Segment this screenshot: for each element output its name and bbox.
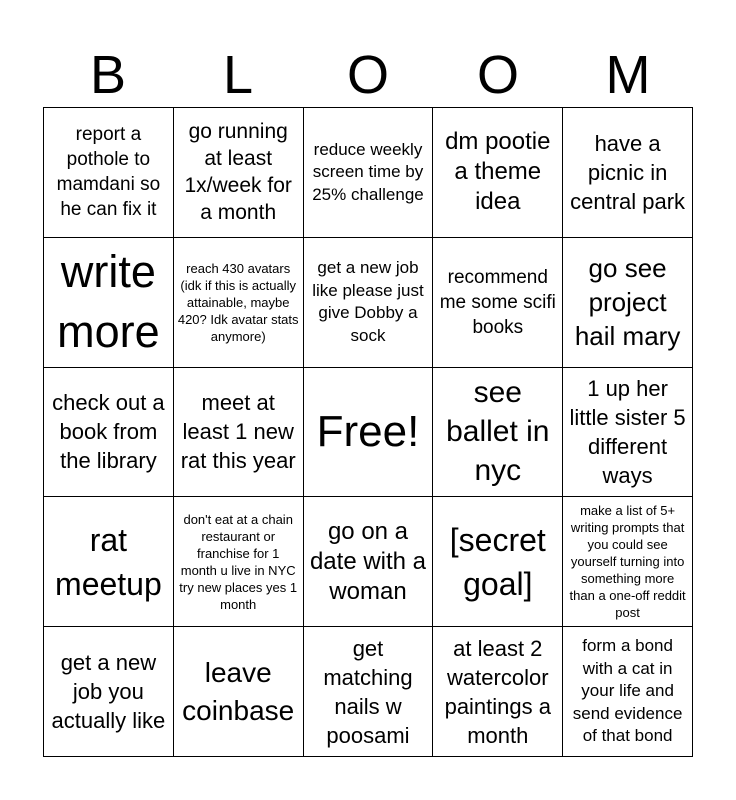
cell-text: make a list of 5+ writing prompts that you could see yourself turning into something more than a one-off reddit post xyxy=(569,503,686,621)
cell-text: 1 up her little sister 5 different ways xyxy=(569,375,686,488)
cell-text: Free! xyxy=(316,406,420,456)
cell-text: go running at least 1x/week for a month xyxy=(184,120,292,225)
header-letter-o: O xyxy=(346,45,389,105)
cell-text: [secret goal] xyxy=(449,521,546,602)
bingo-cell[interactable] xyxy=(433,627,563,757)
cell-text: form a bond with a cat in your life and send evidence of that bond xyxy=(572,636,683,746)
cell-text: recommend me some scifi books xyxy=(439,266,556,338)
cell-text: rat meetup xyxy=(55,521,162,602)
bingo-card xyxy=(43,107,693,757)
cell-text: meet at least 1 new rat this year xyxy=(180,390,296,474)
header-letter-m: M xyxy=(605,45,651,105)
bingo-cell[interactable] xyxy=(174,368,304,498)
cell-text: report a pothole to mamdani so he can fix it xyxy=(56,124,161,221)
cell-text: at least 2 watercolor paintings a month xyxy=(444,635,551,748)
bingo-cell[interactable] xyxy=(304,497,434,627)
bingo-cell[interactable] xyxy=(44,108,174,238)
cell-text: reduce weekly screen time by 25% challenge xyxy=(312,139,424,204)
bingo-cell[interactable] xyxy=(433,108,563,238)
bingo-cell[interactable] xyxy=(44,238,174,368)
bingo-cell[interactable] xyxy=(563,238,693,368)
cell-text: go on a date with a woman xyxy=(309,517,427,605)
bingo-cell[interactable] xyxy=(174,497,304,627)
cell-text: check out a book from the library xyxy=(52,390,165,474)
cell-text: see ballet in nyc xyxy=(446,376,550,488)
bingo-cell[interactable] xyxy=(44,627,174,757)
bingo-cell[interactable] xyxy=(174,627,304,757)
bingo-cell[interactable] xyxy=(433,497,563,627)
bingo-header xyxy=(43,42,693,108)
bingo-cell[interactable] xyxy=(563,627,693,757)
bingo-cell[interactable] xyxy=(44,497,174,627)
bingo-cell[interactable] xyxy=(563,497,693,627)
bingo-cell[interactable] xyxy=(174,238,304,368)
cell-text: go see project hail mary xyxy=(574,253,681,352)
cell-text: get a new job like please just give Dobby a sock xyxy=(312,258,424,345)
cell-text: dm pootie a theme idea xyxy=(445,128,551,216)
header-letter-l: L xyxy=(222,45,254,105)
bingo-cell[interactable] xyxy=(433,238,563,368)
cell-text: reach 430 avatars (idk if this is actually attainable, maybe 420? Idk avatar stats anymore) xyxy=(177,260,299,344)
bingo-cell[interactable] xyxy=(44,368,174,498)
cell-text: don't eat at a chain restaurant or franchise for 1 month u live in NYC try new places yes 1 month xyxy=(179,511,298,612)
bingo-cell[interactable] xyxy=(433,368,563,498)
bingo-cell[interactable] xyxy=(304,108,434,238)
free-space[interactable] xyxy=(304,368,434,498)
cell-text: leave coinbase xyxy=(182,656,295,726)
bingo-cell[interactable] xyxy=(304,238,434,368)
bingo-cell[interactable] xyxy=(304,627,434,757)
cell-text: get a new job you actually like xyxy=(51,650,166,734)
bingo-cell[interactable] xyxy=(563,368,693,498)
bingo-cell[interactable] xyxy=(174,108,304,238)
cell-text: get matching nails w poosami xyxy=(323,635,413,748)
cell-text: write more xyxy=(57,246,160,358)
header-letter-b: B xyxy=(89,45,127,105)
header-letter-o-2: O xyxy=(476,45,519,105)
bingo-cell[interactable] xyxy=(563,108,693,238)
cell-text: have a picnic in central park xyxy=(570,130,686,214)
